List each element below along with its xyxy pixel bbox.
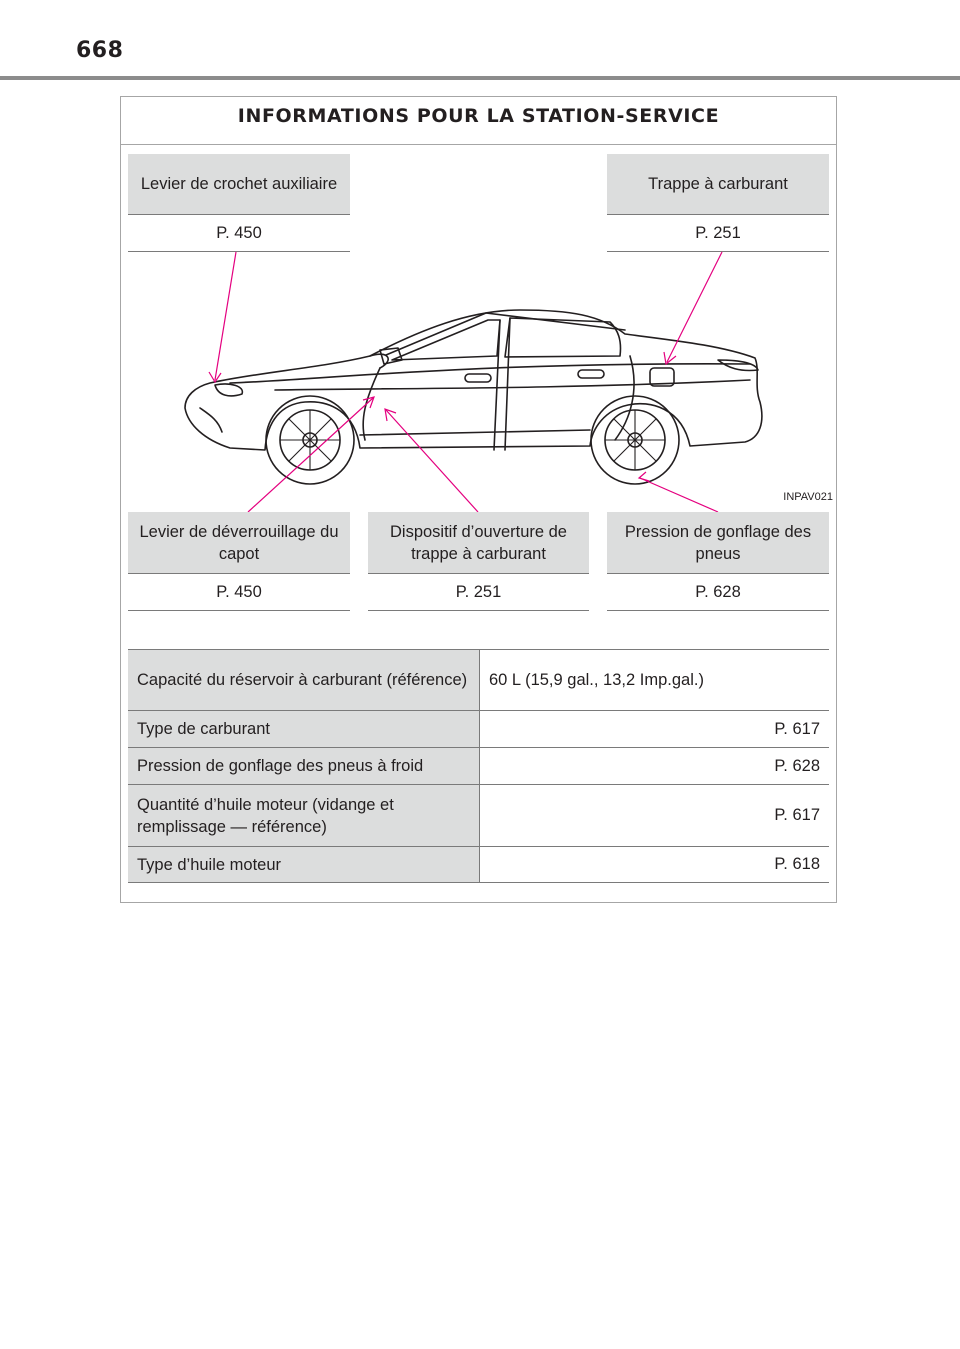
- callout-tire-pressure-label: Pression de gonflage des pneus: [607, 512, 829, 574]
- spec-value[interactable]: P. 618: [480, 847, 830, 883]
- page-number: 668: [76, 38, 124, 63]
- figure-code: INPAV021: [783, 491, 833, 503]
- callout-hood-release-label: Levier de déverrouillage du capot: [128, 512, 350, 574]
- callout-fuel-door-opener-label: Dispositif d’ouverture de trappe à carburant: [368, 512, 589, 574]
- spec-value: 60 L (15,9 gal., 13,2 Imp.gal.): [480, 650, 830, 711]
- spec-item: Capacité du réservoir à carburant (référence): [128, 650, 480, 711]
- spec-item: Quantité d’huile moteur (vidange et remplissage — référence): [128, 785, 480, 847]
- table-row: [128, 650, 829, 711]
- callout-fuel-door-ref[interactable]: P. 251: [607, 215, 829, 252]
- spec-item: Type d’huile moteur: [128, 847, 480, 883]
- spec-value[interactable]: P. 617: [480, 785, 830, 847]
- leader-hook-lever: [215, 252, 236, 380]
- callout-hook-lever-ref[interactable]: P. 450: [128, 215, 350, 252]
- leader-fuel-door-opener: [386, 410, 478, 512]
- callout-hook-lever-label: Levier de crochet auxiliaire: [128, 154, 350, 215]
- arrowhead-fuel-door: [664, 352, 676, 364]
- table-row: [128, 748, 829, 785]
- spec-table: [128, 649, 829, 883]
- leader-tire-pressure: [640, 478, 718, 512]
- table-row: [128, 847, 829, 883]
- callout-fuel-door-label: Trappe à carburant: [607, 154, 829, 215]
- leader-fuel-door: [667, 252, 722, 362]
- callout-tire-pressure-ref[interactable]: P. 628: [607, 574, 829, 611]
- callout-fuel-door-opener-ref[interactable]: P. 251: [368, 574, 589, 611]
- leader-hood-release: [248, 398, 373, 512]
- callout-hood-release-ref[interactable]: P. 450: [128, 574, 350, 611]
- spec-item: Pression de gonflage des pneus à froid: [128, 748, 480, 785]
- table-row: [128, 711, 829, 748]
- arrowhead-tire-pressure: [639, 472, 649, 481]
- spec-value[interactable]: P. 628: [480, 748, 830, 785]
- spec-item: Type de carburant: [128, 711, 480, 748]
- frame-title: INFORMATIONS POUR LA STATION-SERVICE: [237, 105, 720, 127]
- spec-value[interactable]: P. 617: [480, 711, 830, 748]
- table-row: [128, 785, 829, 847]
